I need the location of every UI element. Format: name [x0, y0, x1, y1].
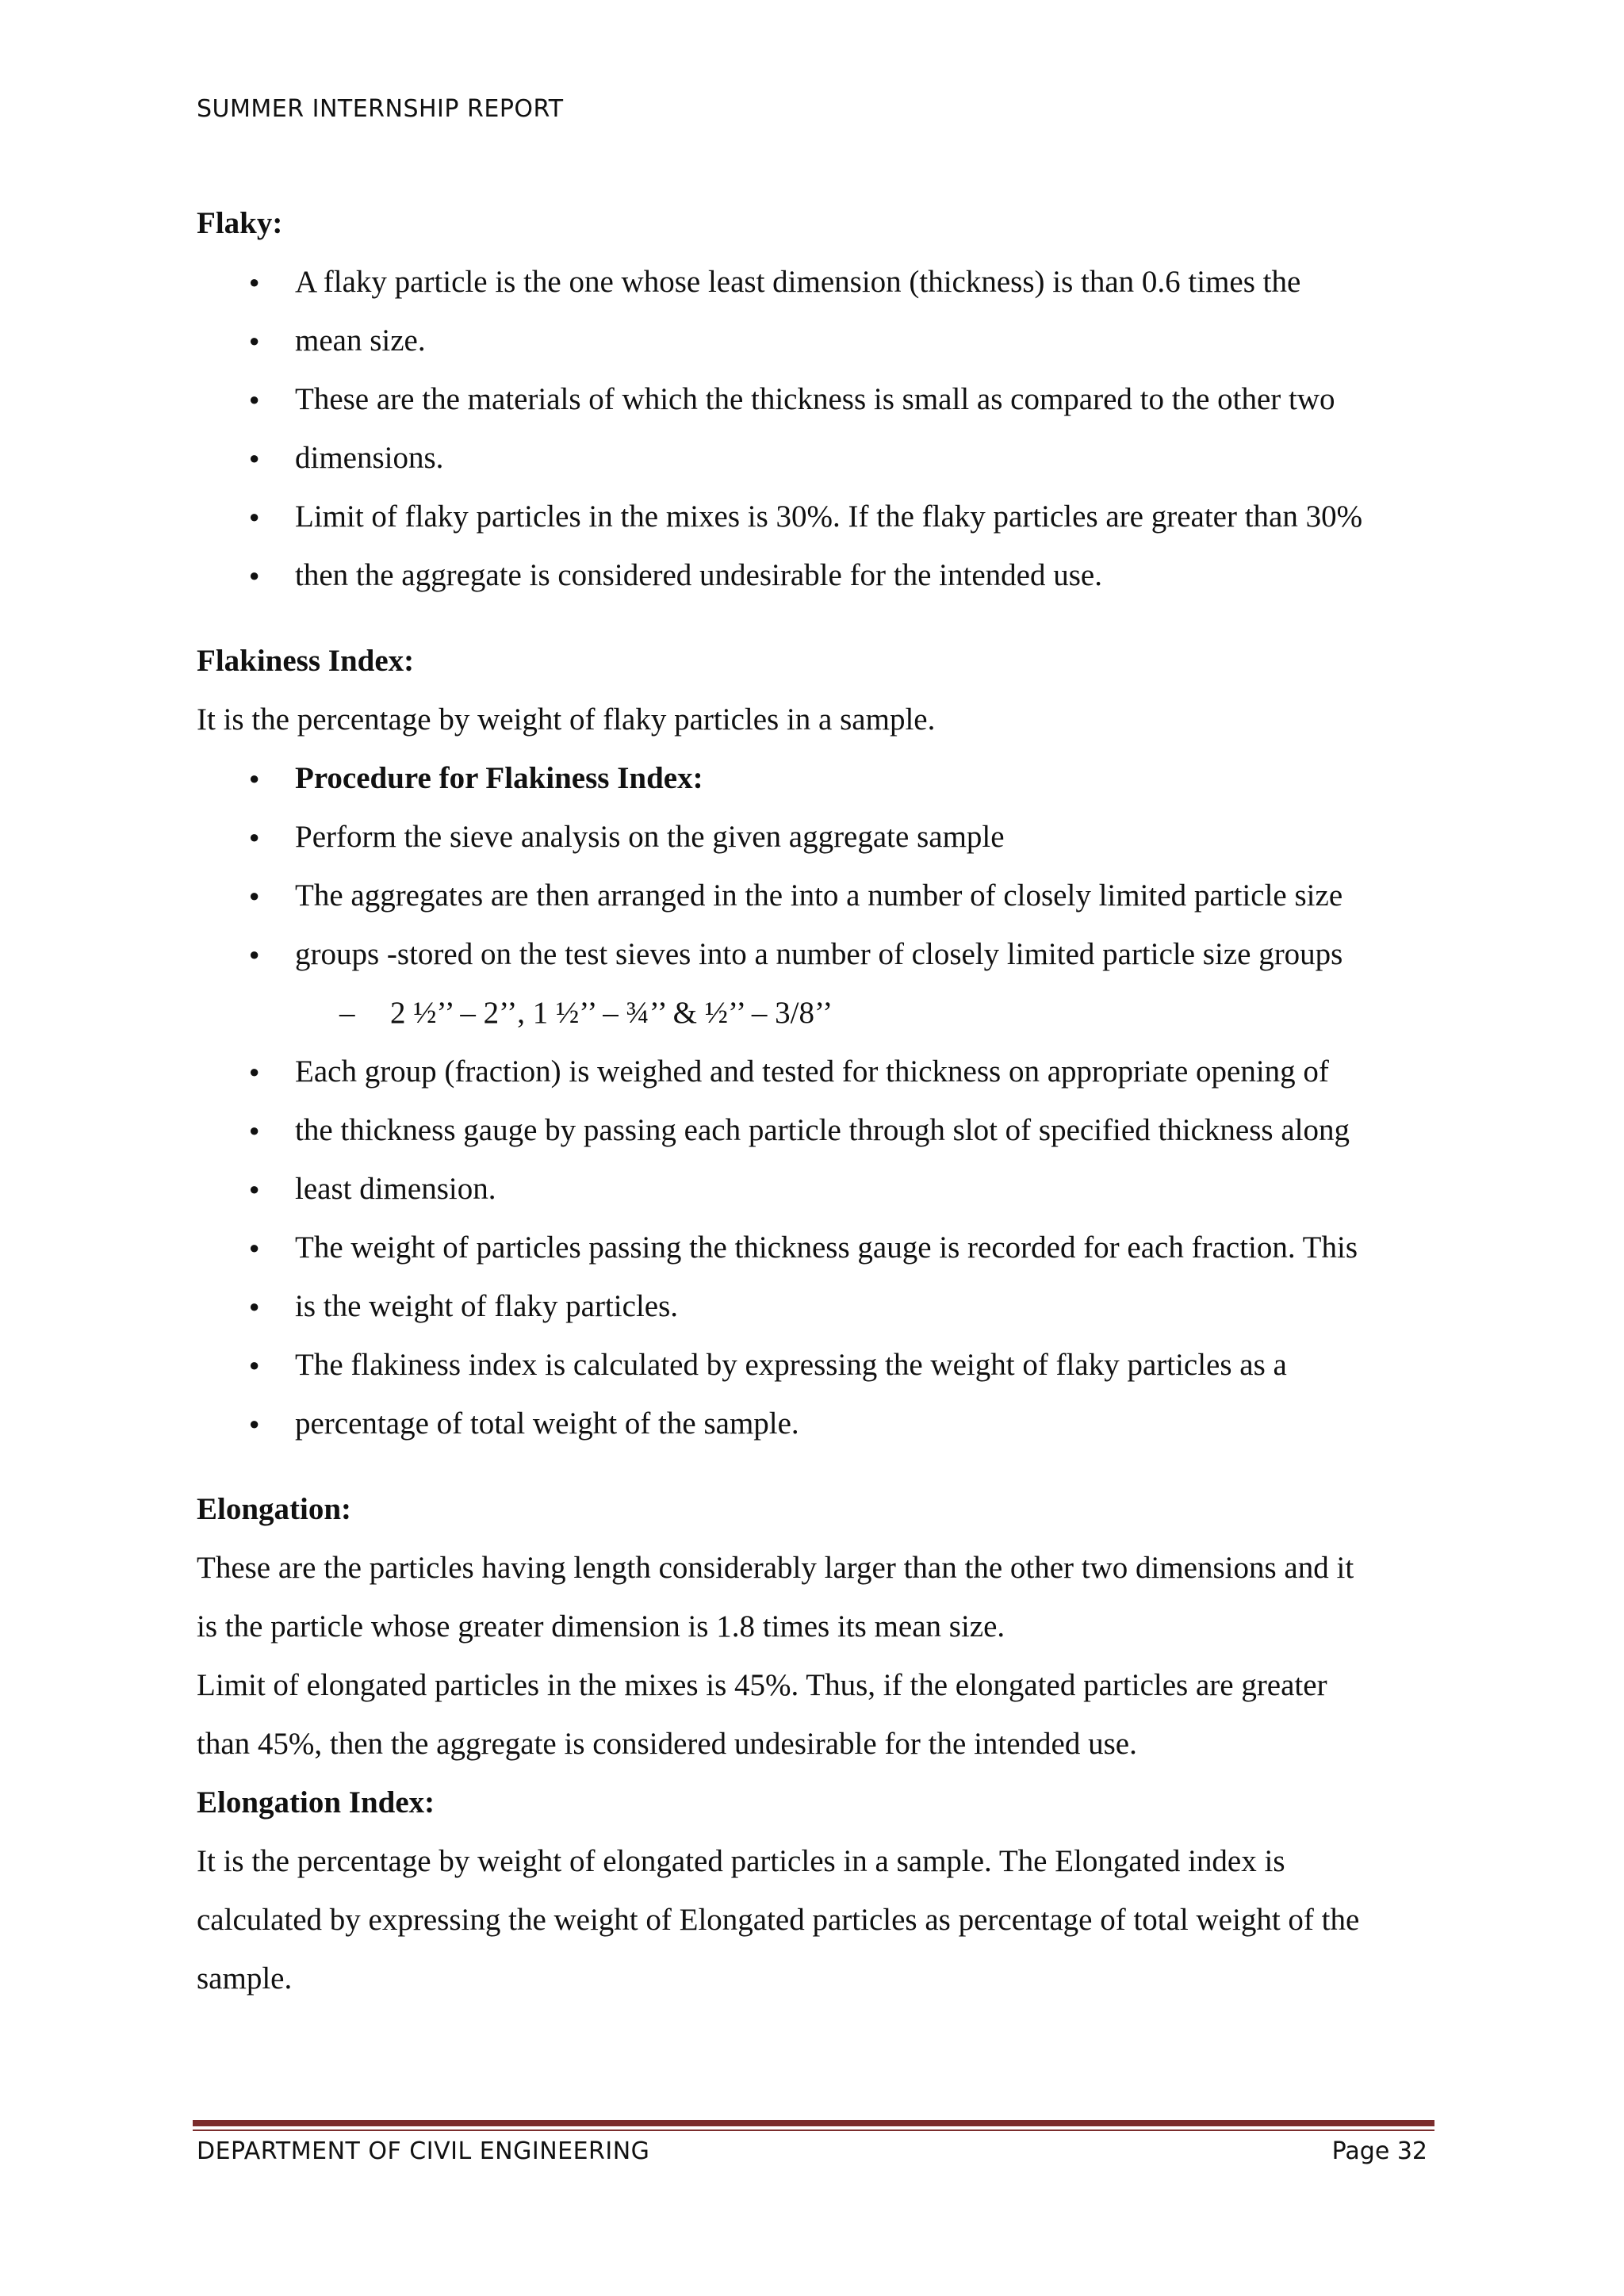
heading-flakiness-index: Flakiness Index: — [197, 644, 415, 678]
list-item: ● The weight of particles passing the thickness gauge is recorded for each fraction. This — [197, 1219, 1434, 1277]
section-spacer — [197, 1453, 1434, 1480]
elongation-index-text-line: calculated by expressing the weight of Elongated particles as percentage of total weight of the — [197, 1903, 1360, 1937]
list-item: ● is the weight of flaky particles. — [197, 1277, 1434, 1336]
elongation-text-line: Limit of elongated particles in the mixes is 45%. Thus, if the elongated particles are greater — [197, 1668, 1327, 1702]
list-item: ● The aggregates are then arranged in the into a number of closely limited particle size — [197, 867, 1434, 925]
running-header: SUMMER INTERNSHIP REPORT — [197, 95, 564, 123]
footer-divider-thick — [193, 2120, 1434, 2126]
elongation-text-line: is the particle whose greater dimension is 1.8 times its mean size. — [197, 1609, 1005, 1644]
flakiness-index-definition: It is the percentage by weight of flaky particles in a sample. — [197, 702, 936, 737]
sieve-size-text: 2 ½’’ – 2’’, 1 ½’’ – ¾’’ & ½’’ – 3/8’’ — [390, 996, 833, 1030]
heading-flaky: Flaky: — [197, 206, 283, 240]
list-item: ● These are the materials of which the thickness is small as compared to the other two — [197, 370, 1434, 429]
sieve-size-groups — [197, 984, 1434, 1043]
elongation-text-line: These are the particles having length considerably larger than the other two dimensions and it — [197, 1551, 1354, 1585]
elongation-index-text-line: sample. — [197, 1961, 293, 1996]
list-item: ● the thickness gauge by passing each particle through slot of specified thickness along — [197, 1101, 1434, 1160]
flaky-bullet-list — [197, 253, 1434, 605]
heading-elongation-index: Elongation Index: — [197, 1785, 435, 1820]
elongation-text-line: than 45%, then the aggregate is considered undesirable for the intended use. — [197, 1727, 1137, 1761]
page-number: Page 32 — [1331, 2137, 1427, 2165]
list-item: ● least dimension. — [197, 1160, 1434, 1219]
list-item: ● Procedure for Flakiness Index: — [197, 749, 1434, 808]
dash-marker: – — [339, 996, 355, 1030]
list-item: ● percentage of total weight of the sample. — [197, 1395, 1434, 1453]
list-item: ● groups -stored on the test sieves into a number of closely limited particle size groups — [197, 925, 1434, 984]
list-item: ● Limit of flaky particles in the mixes is 30%. If the flaky particles are greater than 30% — [197, 488, 1434, 546]
elongation-index-text-line: It is the percentage by weight of elongated particles in a sample. The Elongated index is — [197, 1844, 1285, 1878]
list-item: ● then the aggregate is considered undesirable for the intended use. — [197, 546, 1434, 605]
list-item: ● The flakiness index is calculated by expressing the weight of flaky particles as a — [197, 1336, 1434, 1395]
list-item: ● Each group (fraction) is weighed and tested for thickness on appropriate opening of — [197, 1043, 1434, 1101]
section-spacer — [197, 605, 1434, 632]
footer-divider-thin — [193, 2130, 1434, 2131]
heading-elongation: Elongation: — [197, 1492, 352, 1526]
flakiness-procedure-list — [197, 749, 1434, 984]
page-content — [197, 194, 1434, 2008]
list-item: ● dimensions. — [197, 429, 1434, 488]
flakiness-procedure-list-continued — [197, 1043, 1434, 1453]
list-item: ● Perform the sieve analysis on the given aggregate sample — [197, 808, 1434, 867]
footer-department: DEPARTMENT OF CIVIL ENGINEERING — [197, 2137, 650, 2165]
list-item: ● mean size. — [197, 312, 1434, 370]
list-item: ● A flaky particle is the one whose least dimension (thickness) is than 0.6 times the — [197, 253, 1434, 312]
